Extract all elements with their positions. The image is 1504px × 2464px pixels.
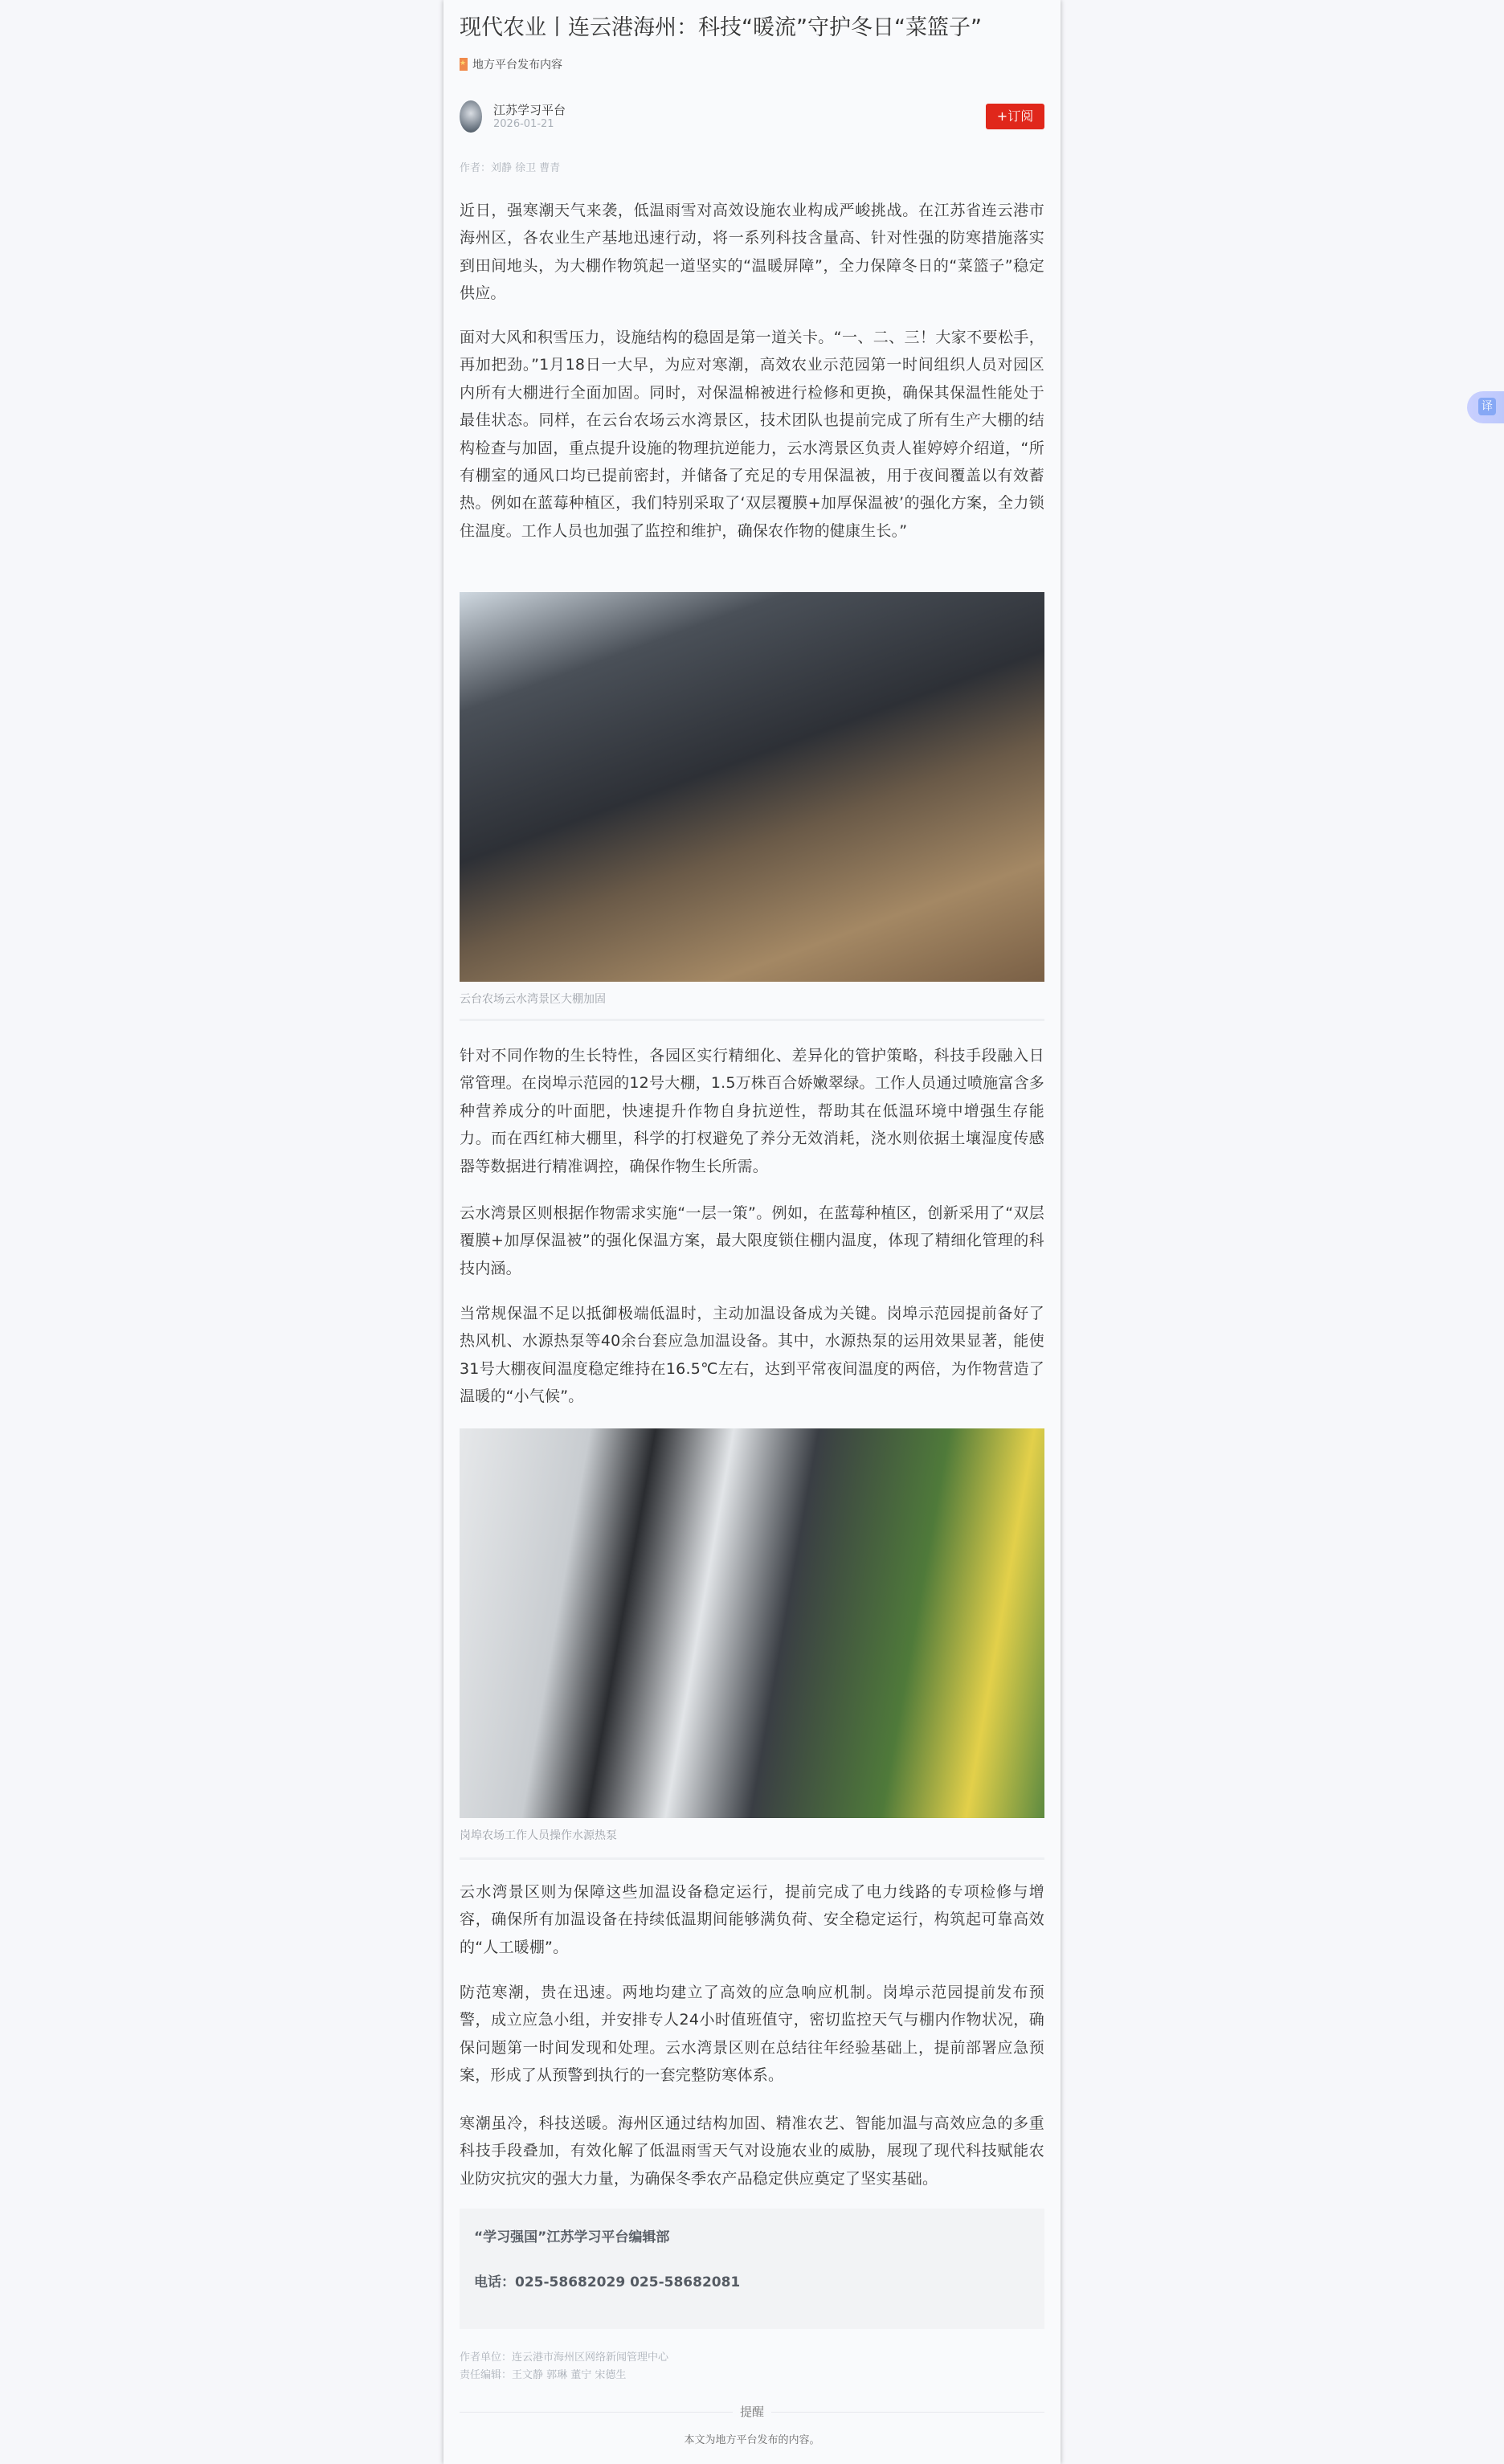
author-unit: 作者单位：连云港市海州区网络新闻管理中心: [460, 2352, 669, 2364]
editors: 责任编辑：王文静 郭琳 董宁 宋德生: [460, 2369, 627, 2381]
paragraph: 防范寒潮，贵在迅速。两地均建立了高效的应急响应机制。岗埠示范园提前发布预警，成立应急小组，并安排专人24小时值班值守，密切监控天气与棚内作物状况，确保问题第一时间发现和处理。云水湾景区则在总结往年经验基础上，提前部署应急预案，形成了从预警到执行的一套完整防寒体系。: [460, 1984, 1044, 2085]
editorial-org: “学习强国”江苏学习平台编辑部: [474, 2229, 670, 2245]
image-caption: 岗埠农场工作人员操作水源热泵: [460, 1829, 617, 1842]
heat-pump-photo: [460, 1428, 1044, 1818]
publisher-name[interactable]: 江苏学习平台: [493, 103, 566, 117]
paragraph: 针对不同作物的生长特性，各园区实行精细化、差异化的管护策略，科技手段融入日常管理。在岗埠示范园的12号大棚，1.5万株百合娇嫩翠绿。工作人员通过喷施富含多种营养成分的叶面肥，快速提升作物自身抗逆性，帮助其在低温环境中增强生存能力。而在西红柿大棚里，科学的打杈避免了养分无效消耗，浇水则依据土壤湿度传感器等数据进行精准调控，确保作物生长所需。: [460, 1047, 1044, 1175]
bookmark-star-icon: [460, 58, 468, 71]
contact-phone: 电话：025-58682029 025-58682081: [474, 2274, 741, 2290]
remind-text: 本文为地方平台发布的内容。: [684, 2434, 820, 2446]
paragraph: 当常规保温不足以抵御极端低温时，主动加温设备成为关键。岗埠示范园提前备好了热风机、水源热泵等40余台套应急加温设备。其中，水源热泵的运用效果显著，能使31号大棚夜间温度稳定维持在16.5℃左右，达到平常夜间温度的两倍，为作物营造了温暖的“小气候”。: [460, 1305, 1044, 1406]
remind-title: 提醒: [739, 2405, 764, 2419]
authors: 作者：刘静 徐卫 曹青: [460, 162, 561, 174]
image-caption: 云台农场云水湾景区大棚加固: [460, 993, 606, 1006]
publisher-avatar[interactable]: [460, 100, 482, 133]
divider: [460, 1019, 1044, 1021]
translate-button[interactable]: [1467, 391, 1504, 423]
source-tag: [460, 55, 1044, 74]
article-title: 现代农业丨连云港海州：科技“暖流”守护冬日“菜篮子”: [460, 15, 982, 40]
divider: [460, 1857, 1044, 1860]
greenhouse-reinforcement-photo: [460, 592, 1044, 982]
source-tag-label: 地方平台发布内容: [472, 59, 562, 72]
translate-icon: 译: [1478, 398, 1496, 415]
paragraph: 寒潮虽冷，科技送暖。海州区通过结构加固、精准农艺、智能加温与高效应急的多重科技手段叠加，有效化解了低温雨雪天气对设施农业的威胁，展现了现代科技赋能农业防灾抗灾的强大力量，为确保冬季农产品稳定供应奠定了坚实基础。: [460, 2115, 1044, 2188]
paragraph: 云水湾景区则为保障这些加温设备稳定运行，提前完成了电力线路的专项检修与增容，确保所有加温设备在持续低温期间能够满负荷、安全稳定运行，构筑起可靠高效的“人工暖棚”。: [460, 1883, 1044, 1956]
paragraph: 云水湾景区则根据作物需求实施“一层一策”。例如，在蓝莓种植区，创新采用了“双层覆膜+加厚保温被”的强化保温方案，最大限度锁住棚内温度，体现了精细化管理的科技内涵。: [460, 1204, 1044, 1277]
publish-date: 2026-01-21: [493, 118, 554, 130]
subscribe-button[interactable]: +订阅: [986, 104, 1044, 129]
paragraph: 面对大风和积雪压力，设施结构的稳固是第一道关卡。“一、二、三！大家不要松手，再加把劲。”1月18日一大早，为应对寒潮，高效农业示范园第一时间组织人员对园区内所有大棚进行全面加固。同时，对保温棉被进行检修和更换，确保其保温性能处于最佳状态。同样，在云台农场云水湾景区，技术团队也提前完成了所有生产大棚的结构检查与加固，重点提升设施的物理抗逆能力，云水湾景区负责人崔婷婷介绍道，“所有棚室的通风口均已提前密封，并储备了充足的专用保温被，用于夜间覆盖以有效蓄热。例如在蓝莓种植区，我们特别采取了‘双层覆膜+加厚保温被’的强化方案，全力锁住温度。工作人员也加强了监控和维护，确保农作物的健康生长。”: [460, 329, 1044, 540]
article-card: [443, 0, 1061, 2464]
paragraph: 近日，强寒潮天气来袭，低温雨雪对高效设施农业构成严峻挑战。在江苏省连云港市海州区，各农业生产基地迅速行动，将一系列科技含量高、针对性强的防寒措施落实到田间地头，为大棚作物筑起一道坚实的“温暖屏障”，全力保障冬日的“菜篮子”稳定供应。: [460, 202, 1044, 303]
contact-box: [460, 2209, 1044, 2329]
remind-header: [460, 2403, 1044, 2421]
